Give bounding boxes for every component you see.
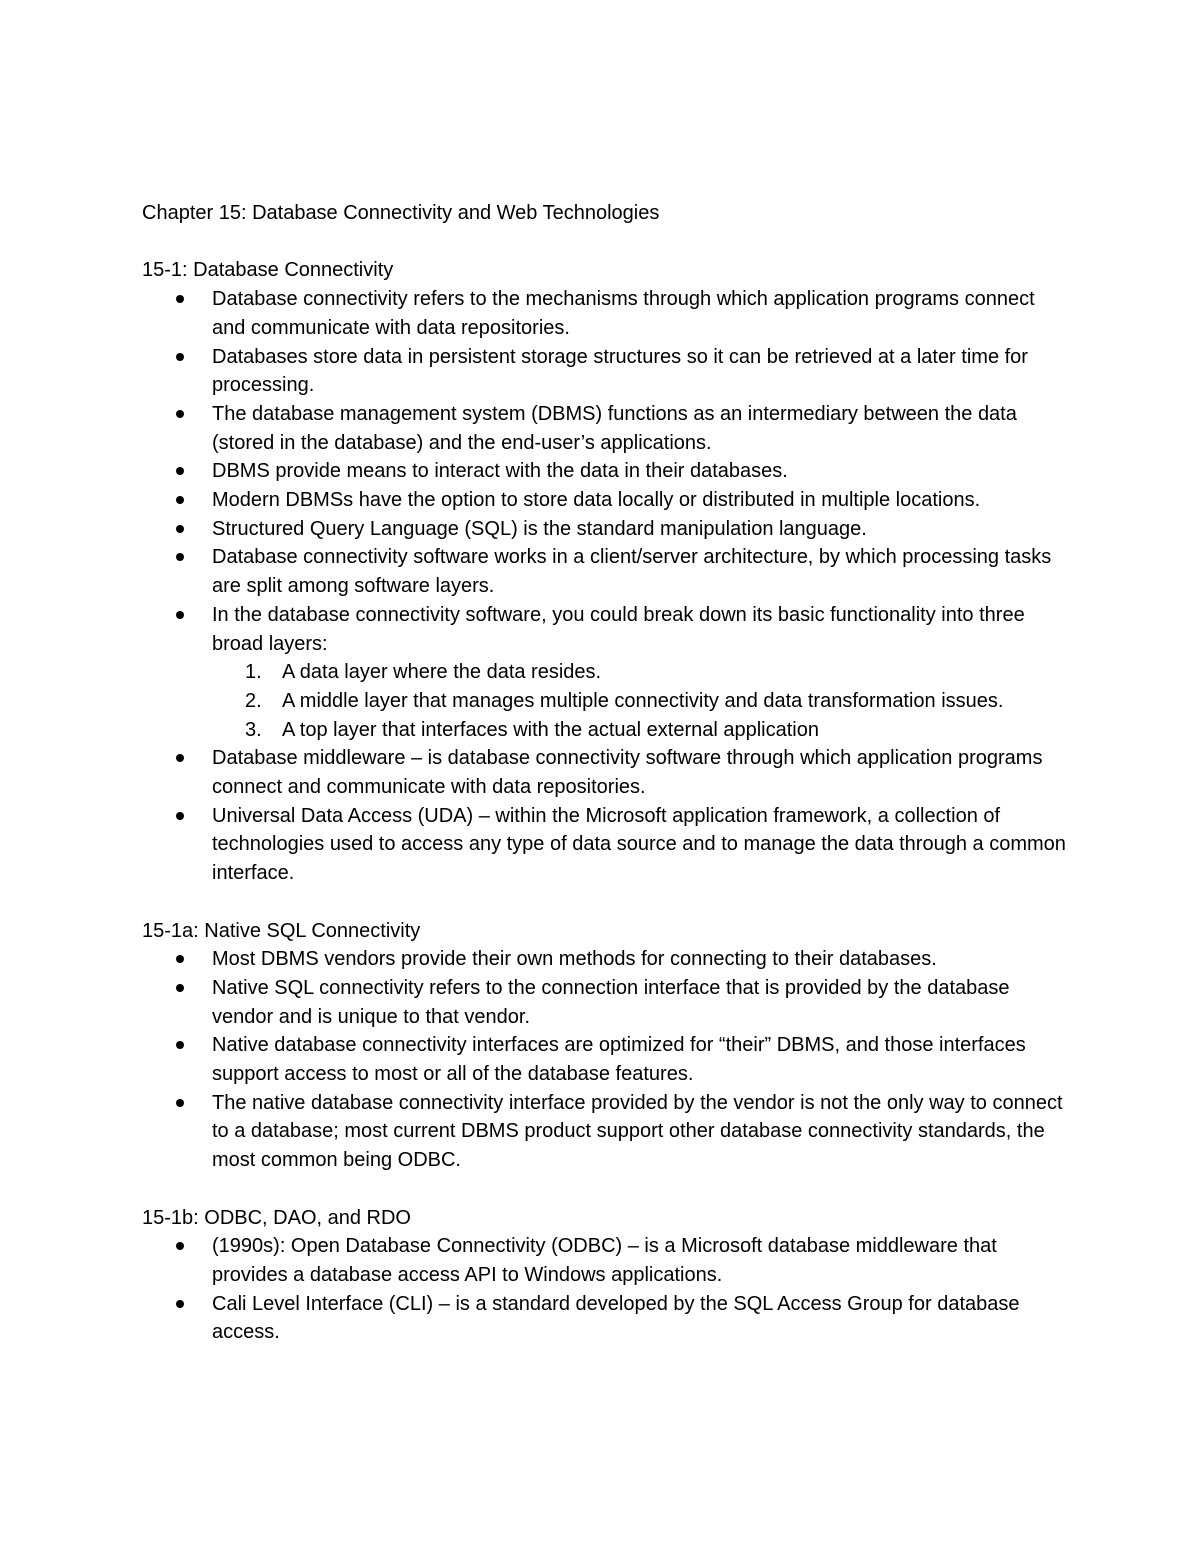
list-item-text: DBMS provide means to interact with the data in their databases. bbox=[212, 460, 788, 483]
section-heading-15-1a: 15-1a: Native SQL Connectivity bbox=[142, 919, 421, 942]
document-title: Chapter 15: Database Connectivity and Web Technologies bbox=[142, 202, 660, 224]
list-item bbox=[142, 1089, 1072, 1175]
bullet-icon bbox=[176, 611, 184, 619]
list-item bbox=[142, 343, 1072, 400]
list-item-text: Cali Level Interface (CLI) – is a standard developed by the SQL Access Group for database access. bbox=[212, 1292, 1020, 1344]
spacer bbox=[142, 228, 1072, 257]
document-page bbox=[142, 199, 1072, 1347]
section-heading-15-1b: 15-1b: ODBC, DAO, and RDO bbox=[142, 1206, 411, 1229]
spacer bbox=[142, 1175, 1072, 1204]
list-item-text: Databases store data in persistent storage structures so it can be retrieved at a later time for processing. bbox=[212, 345, 1028, 397]
spacer bbox=[142, 888, 1072, 917]
list-item bbox=[142, 1031, 1072, 1088]
item-number: 1. bbox=[245, 661, 262, 684]
numbered-item-text: A middle layer that manages multiple connectivity and data transformation issues. bbox=[282, 689, 1004, 712]
list-item-text: Database connectivity software works in a client/server architecture, by which processing tasks are split among software layers. bbox=[212, 546, 1052, 598]
bullet-icon bbox=[176, 496, 184, 504]
numbered-list-layers bbox=[142, 658, 1072, 744]
bullet-list-15-1b bbox=[142, 1232, 1072, 1347]
bullet-icon bbox=[176, 1242, 184, 1250]
list-item bbox=[142, 486, 1072, 515]
bullet-icon bbox=[176, 812, 184, 820]
list-item bbox=[142, 744, 1072, 801]
list-item bbox=[142, 802, 1072, 888]
bullet-icon bbox=[176, 955, 184, 963]
numbered-item bbox=[142, 687, 1072, 716]
list-item-text: The native database connectivity interface provided by the vendor is not the only way to connect to a database; most current DBMS product support other database connectivity standards, the most common being ODBC. bbox=[212, 1091, 1063, 1172]
list-item-text: Native SQL connectivity refers to the connection interface that is provided by the database vendor and is unique to that vendor. bbox=[212, 976, 1010, 1028]
list-item-text: (1990s): Open Database Connectivity (ODBC) – is a Microsoft database middleware that provides a database access API to Windows applications. bbox=[212, 1235, 997, 1286]
bullet-list-15-1-continued bbox=[142, 744, 1072, 888]
bullet-list-15-1a bbox=[142, 945, 1072, 1175]
list-item bbox=[142, 1232, 1072, 1289]
list-item-text: In the database connectivity software, you could break down its basic functionality into three broad layers: bbox=[212, 603, 1025, 655]
list-item-text: Database middleware – is database connectivity software through which application programs connect and communicate with data repositories. bbox=[212, 747, 1043, 799]
bullet-icon bbox=[176, 754, 184, 762]
list-item-text: Most DBMS vendors provide their own methods for connecting to their databases. bbox=[212, 948, 937, 971]
bullet-icon bbox=[176, 467, 184, 475]
section-heading-15-1: 15-1: Database Connectivity bbox=[142, 259, 394, 282]
numbered-item bbox=[142, 658, 1072, 687]
list-item-text: Modern DBMSs have the option to store data locally or distributed in multiple locations. bbox=[212, 489, 981, 512]
list-item-text: The database management system (DBMS) functions as an intermediary between the data (stored in the database) and the end-user’s applications. bbox=[212, 402, 1017, 454]
item-number: 3. bbox=[245, 718, 262, 741]
list-item bbox=[142, 601, 1072, 658]
bullet-icon bbox=[176, 1041, 184, 1049]
list-item bbox=[142, 457, 1072, 486]
list-item-text: Database connectivity refers to the mechanisms through which application programs connect and communicate with data repositories. bbox=[212, 288, 1035, 339]
bullet-icon bbox=[176, 295, 184, 303]
bullet-icon bbox=[176, 984, 184, 992]
list-item-text: Universal Data Access (UDA) – within the Microsoft application framework, a collection of technologies used to access any type of data source and to manage the data through a common interface. bbox=[212, 804, 1066, 885]
list-item-text: Native database connectivity interfaces are optimized for “their” DBMS, and those interfaces support access to most or all of the database features. bbox=[212, 1034, 1026, 1086]
bullet-icon bbox=[176, 1099, 184, 1107]
bullet-icon bbox=[176, 525, 184, 533]
list-item bbox=[142, 974, 1072, 1031]
numbered-item-text: A top layer that interfaces with the actual external application bbox=[282, 718, 819, 741]
list-item bbox=[142, 400, 1072, 457]
list-item-text: Structured Query Language (SQL) is the standard manipulation language. bbox=[212, 517, 867, 540]
bullet-list-15-1 bbox=[142, 285, 1072, 658]
bullet-icon bbox=[176, 353, 184, 361]
bullet-icon bbox=[176, 1300, 184, 1308]
bullet-icon bbox=[176, 553, 184, 561]
list-item bbox=[142, 285, 1072, 342]
list-item bbox=[142, 543, 1072, 600]
numbered-item bbox=[142, 716, 1072, 745]
list-item bbox=[142, 945, 1072, 974]
numbered-item-text: A data layer where the data resides. bbox=[282, 661, 602, 684]
list-item bbox=[142, 1290, 1072, 1347]
list-item bbox=[142, 515, 1072, 544]
item-number: 2. bbox=[245, 689, 262, 712]
bullet-icon bbox=[176, 410, 184, 418]
